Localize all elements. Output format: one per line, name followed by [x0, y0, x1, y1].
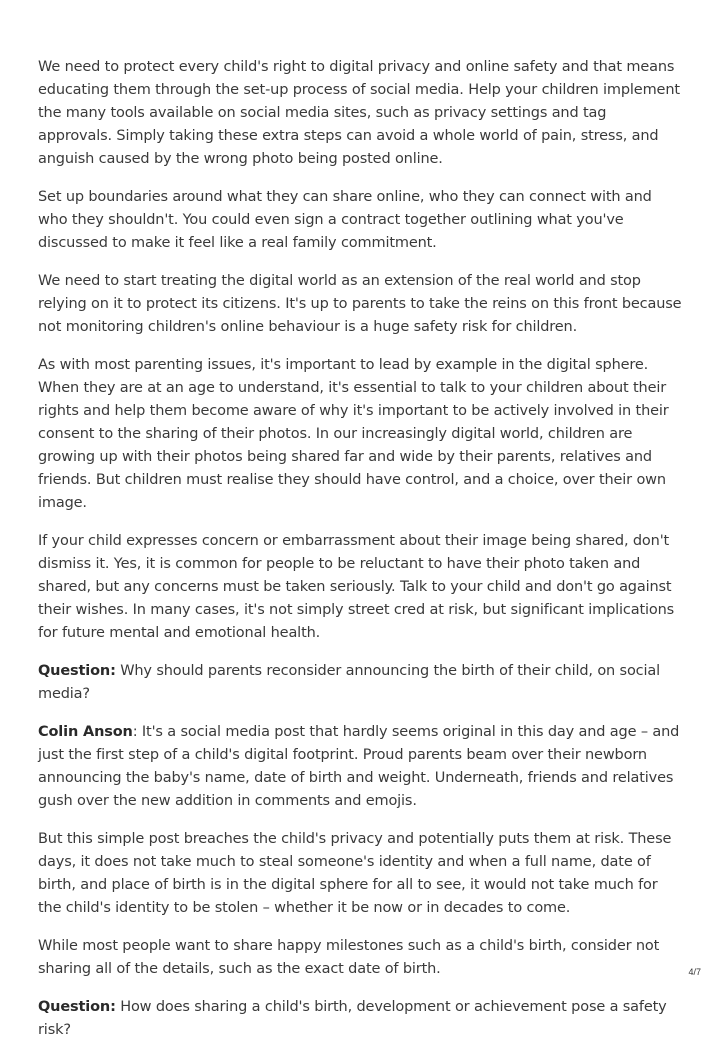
paragraph-privacy-breach — [38, 828, 683, 920]
paragraph-milestones — [38, 935, 683, 981]
paragraph-boundaries — [38, 186, 683, 255]
paragraph-text: Set up boundaries around what they can share online, who they can connect with and who they shouldn't. You could even sign a contract together outlining what you've discussed to make it feel like a real family commitment. — [38, 189, 652, 251]
question-safety-risk — [38, 996, 683, 1042]
paragraph-child-concern — [38, 530, 683, 645]
paragraph-text: While most people want to share happy milestones such as a child's birth, consider not sharing all of the details, such as the exact date of birth. — [38, 938, 660, 977]
paragraph-text: But this simple post breaches the child's privacy and potentially puts them at risk. These days, it does not take much to steal someone's identity and when a full name, date of birth, and place of birth is in the digital sphere for all to see, it would not take much for the child's identity to be stolen – whether it be now or in decades to come. — [38, 831, 672, 916]
speaker-name: Colin Anson — [38, 724, 133, 740]
paragraph-text: As with most parenting issues, it's important to lead by example in the digital sphere. When they are at an age to understand, it's essential to talk to your children about their rights and help them become aware of why it's important to be actively involved in their consent to the sharing of their photos. In our increasingly digital world, children are growing up with their photos being shared far and wide by their parents, relatives and friends. But children must realise they should have control, and a choice, over their own image. — [38, 357, 669, 511]
paragraph-digital-world — [38, 270, 683, 339]
question-birth-announcement — [38, 660, 683, 706]
question-label: Question: — [38, 663, 116, 679]
answer-colin-anson — [38, 721, 683, 813]
paragraph-privacy-setup — [38, 56, 683, 171]
document-body — [38, 56, 683, 1057]
paragraph-text: We need to start treating the digital world as an extension of the real world and stop relying on it to protect its citizens. It's up to parents to take the reins on this front because not monitoring children's online behaviour is a huge safety risk for children. — [38, 273, 682, 335]
question-text: How does sharing a child's birth, development or achievement pose a safety risk? — [38, 999, 667, 1038]
page-number: 4/7 — [688, 967, 701, 977]
paragraph-text: We need to protect every child's right to digital privacy and online safety and that means educating them through the set-up process of social media. Help your children implement the many tools available on social media sites, such as privacy settings and tag approvals. Simply taking these extra steps can avoid a whole world of pain, stress, and anguish caused by the wrong photo being posted online. — [38, 59, 680, 167]
question-text: Why should parents reconsider announcing the birth of their child, on social media? — [38, 663, 660, 702]
question-label: Question: — [38, 999, 116, 1015]
answer-text: : It's a social media post that hardly seems original in this day and age – and just the first step of a child's digital footprint. Proud parents beam over their newborn announcing the baby's name, date of birth and weight. Underneath, friends and relatives gush over the new addition in comments and emojis. — [38, 724, 680, 809]
paragraph-text: If your child expresses concern or embarrassment about their image being shared, don't dismiss it. Yes, it is common for people to be reluctant to have their photo taken and shared, but any concerns must be taken seriously. Talk to your child and don't go against their wishes. In many cases, it's not simply street cred at risk, but significant implications for future mental and emotional health. — [38, 533, 675, 641]
paragraph-lead-by-example — [38, 354, 683, 515]
